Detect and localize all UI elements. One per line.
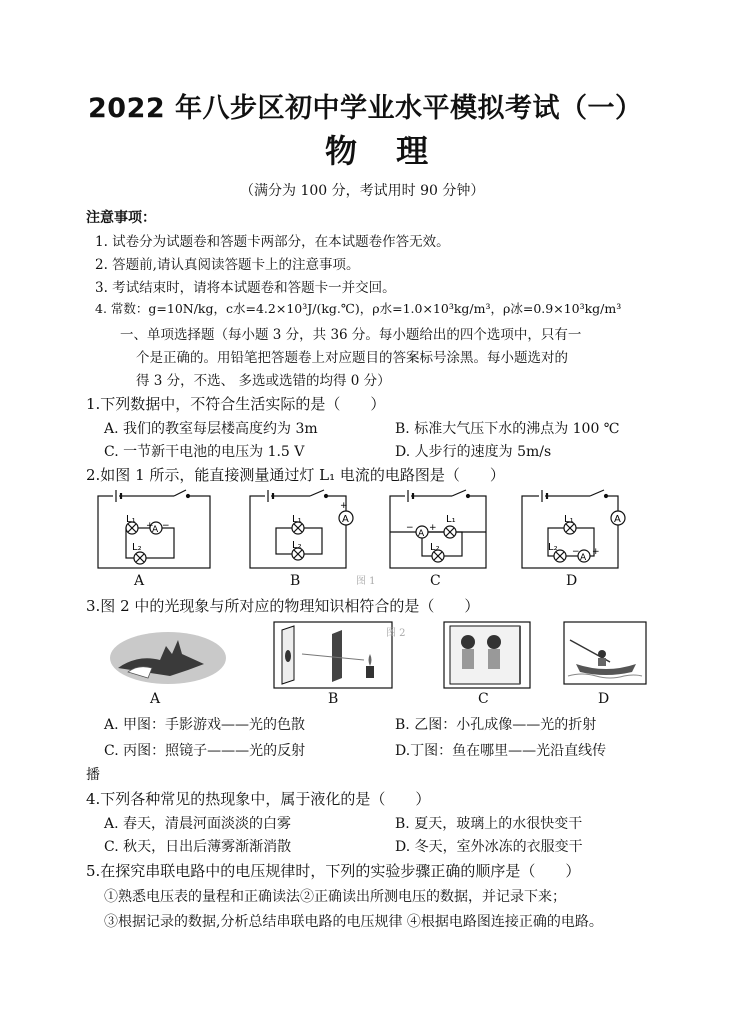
circuit-b-l1: L₁	[292, 514, 302, 525]
circuit-a-l1: L₁	[126, 514, 136, 525]
picture-a-label: A	[150, 691, 161, 707]
circuit-c-diagram	[386, 488, 496, 578]
subject-title: 物 理	[325, 132, 443, 170]
circuit-d-ammeter-right: A	[614, 514, 621, 525]
q1-option-a: A. 我们的教室每层楼高度约为 3m	[104, 421, 318, 437]
note-3: 3. 考试结束时，请将本试题卷和答题卡一并交回。	[95, 280, 396, 296]
circuit-a-diagram	[96, 488, 216, 578]
circuit-b-ammeter: A	[342, 514, 349, 525]
q4-option-d: D. 冬天，室外冰冻的衣服变干	[395, 839, 583, 855]
q4-stem: 4.下列各种常见的热现象中，属于液化的是（ ）	[86, 790, 431, 808]
circuit-b-l2: L₂	[292, 540, 302, 551]
q5-step-line1: ①熟悉电压表的量程和正确读法②正确读出所测电压的数据，并记录下来；	[104, 889, 566, 905]
mirror-illustration	[442, 620, 532, 690]
q1-stem: 1.下列数据中，不符合生活实际的是（ ）	[86, 395, 386, 413]
q3-option-a: A. 甲图：手影游戏——光的色散	[104, 717, 306, 733]
q3-option-d: D.丁图：鱼在哪里——光沿直线传	[395, 743, 607, 759]
q1-option-b: B. 标准大气压下水的沸点为 100 ℃	[395, 421, 620, 437]
note-2: 2. 答题前,请认真阅读答题卡上的注意事项。	[95, 257, 360, 273]
exam-title: 2022 年八步区初中学业水平模拟考试（一）	[88, 93, 643, 124]
q5-step-line2: ③根据记录的数据,分析总结串联电路的电压规律 ④根据电路图连接正确的电路。	[104, 914, 603, 930]
q4-option-c: C. 秋天，日出后薄雾渐渐消散	[104, 839, 292, 855]
q2-stem: 2.如图 1 所示，能直接测量通过灯 L₁ 电流的电路图是（ ）	[86, 466, 505, 484]
circuit-c-label: C	[430, 573, 441, 589]
picture-b-label: B	[328, 691, 339, 707]
circuit-b-diagram	[246, 488, 358, 578]
exam-subtitle: （满分为 100 分，考试用时 90 分钟）	[240, 183, 485, 199]
circuit-b-plus: +	[340, 501, 348, 511]
circuit-d-l2: L₂	[548, 542, 558, 553]
fishing-illustration	[562, 620, 648, 686]
circuit-c-minus: −	[406, 523, 414, 533]
circuit-d-label: D	[566, 573, 578, 589]
circuit-a-label: A	[134, 573, 145, 589]
picture-d-label: D	[598, 691, 610, 707]
circuit-c-l1: L₁	[446, 514, 456, 525]
section1-line3: 得 3 分，不选、 多选或选错的均得 0 分）	[136, 373, 391, 389]
circuit-d-l1: L₁	[564, 514, 574, 525]
q4-option-a: A. 春天，清晨河面淡淡的白雾	[104, 816, 292, 832]
circuit-d-ammeter-bottom: A	[580, 553, 587, 563]
q3-option-c: C. 丙图：照镜子———光的反射	[104, 743, 306, 759]
circuit-a-ammeter: A	[152, 525, 159, 535]
circuit-a-minus: −	[162, 521, 170, 531]
section1-line1: 一、单项选择题（每小题 3 分，共 36 分。每小题给出的四个选项中，只有一	[120, 327, 582, 343]
circuit-d-plus: +	[592, 547, 600, 557]
circuit-d-minus: −	[572, 547, 580, 557]
pinhole-camera-illustration	[272, 620, 394, 690]
circuit-c-l2: L₂	[430, 542, 440, 553]
section1-line2: 个是正确的。用铅笔把答题卷上对应题目的答案标号涂黑。每小题选对的	[136, 350, 568, 366]
picture-c-label: C	[478, 691, 489, 707]
hand-shadow-illustration	[108, 624, 228, 688]
circuit-a-plus: +	[146, 521, 154, 531]
figure-1-caption: 图 1	[356, 576, 376, 587]
circuit-d-diagram	[518, 488, 634, 578]
circuit-c-ammeter: A	[418, 529, 425, 539]
q3-stem: 3.图 2 中的光现象与所对应的物理知识相符合的是（ ）	[86, 597, 480, 615]
figure-2-caption: 图 2	[386, 628, 406, 639]
q3-option-d-continued: 播	[86, 767, 100, 783]
q3-option-b: B. 乙图：小孔成像——光的折射	[395, 717, 597, 733]
circuit-c-plus: +	[429, 523, 437, 533]
notes-heading: 注意事项：	[86, 210, 156, 226]
q1-option-c: C. 一节新干电池的电压为 1.5 V	[104, 444, 305, 460]
note-4: 4. 常数：g=10N/kg，c水=4.2×10³J/(kg.℃)，ρ水=1.0×10³kg/m³，ρ冰=0.9×10³kg/m³	[95, 301, 622, 316]
circuit-b-label: B	[290, 573, 301, 589]
note-1: 1. 试卷分为试题卷和答题卡两部分，在本试题卷作答无效。	[95, 234, 450, 250]
q4-option-b: B. 夏天，玻璃上的水很快变干	[395, 816, 583, 832]
q1-option-d: D. 人步行的速度为 5m/s	[395, 444, 552, 460]
circuit-a-l2: L₂	[132, 542, 142, 553]
q5-stem: 5.在探究串联电路中的电压规律时，下列的实验步骤正确的顺序是（ ）	[86, 862, 581, 880]
